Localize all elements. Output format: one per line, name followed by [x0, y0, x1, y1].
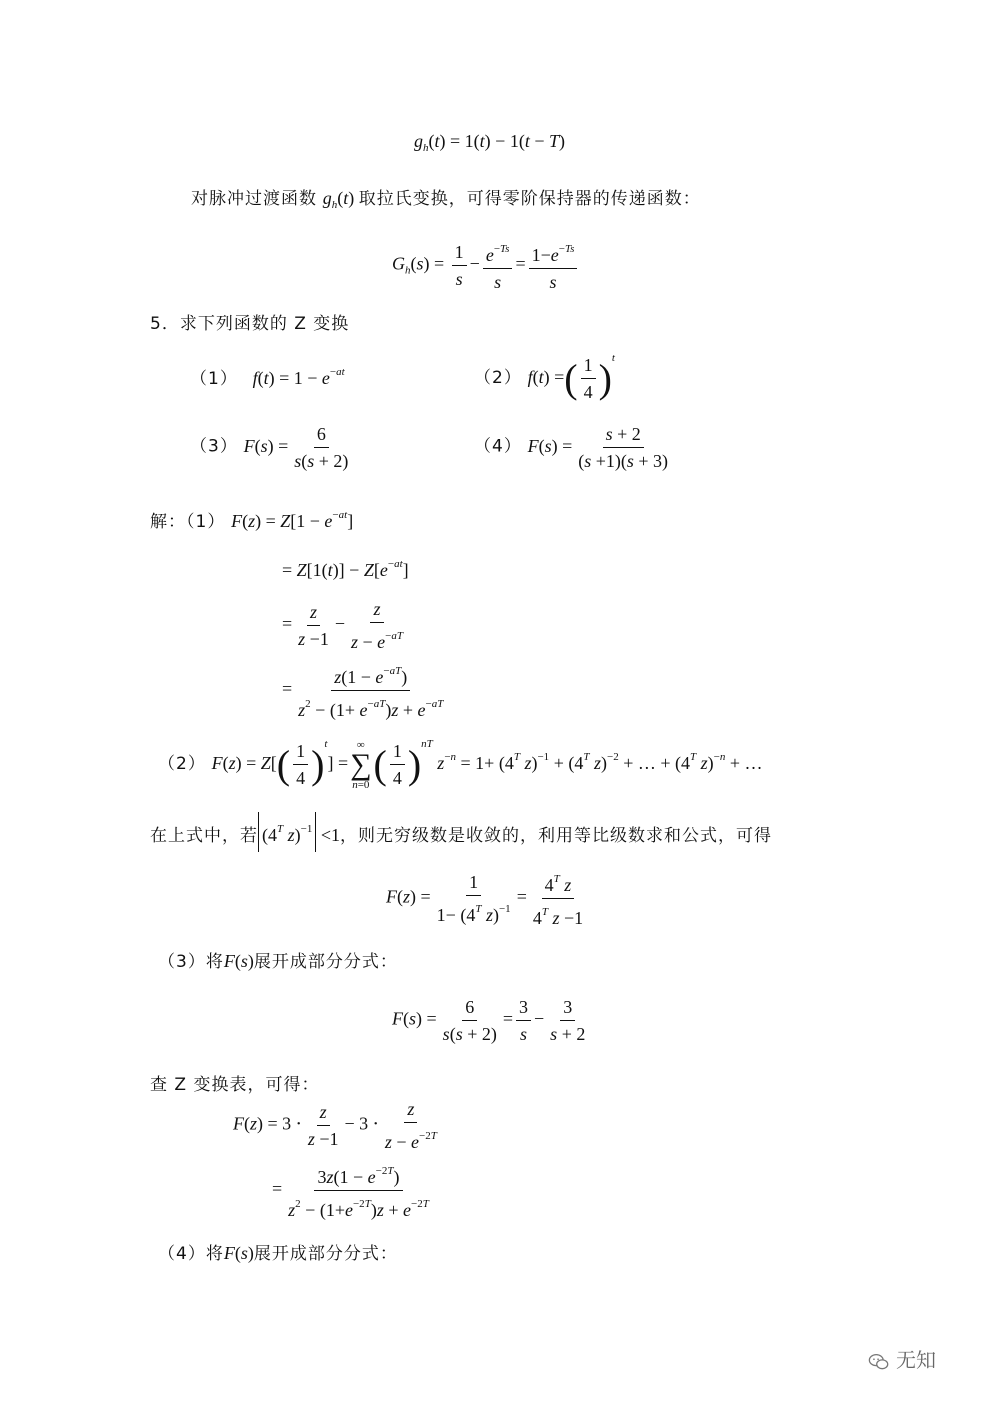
sol2-label: （2）: [158, 754, 206, 774]
intro-tail: 取拉氏变换，可得零阶保持器的传递函数：: [358, 189, 701, 209]
label-2: （2）: [474, 368, 522, 388]
step4-label: （4）将: [158, 1244, 224, 1264]
step3-tail: 展开成部分分式：: [253, 952, 398, 972]
label-3: （3）: [190, 436, 238, 457]
eq-Gh: $G_h(s)$ = $\frac{1}{s}$ − $\frac{e^{-Ts}}{s}$ = $\frac{1-e^{-Ts}}{s}$: [392, 238, 580, 293]
conv-post: ，则无穷级数是收敛的，利用等比级数求和公式，可得: [340, 826, 773, 846]
q5-item-1: （1） $f(t) = 1 - e^{-at}$: [190, 366, 345, 389]
eq-gh: $g_h(t) = 1(t) - 1(t - T)$: [414, 131, 565, 154]
sol1-line3: = $\frac{z}{z -1}$ − $\frac{z}{z - e^{-aT}}$: [282, 599, 403, 652]
label-4: （4）: [474, 436, 522, 457]
table-lookup-text: 查 Z 变换表，可得：: [150, 1075, 320, 1095]
convergence-line: 在上式中，若 ($4^T$ z)$^{-1}$ <1，则无穷级数是收敛的，利用等比级数求和公式，可得: [150, 812, 772, 852]
sol1-line4: = $\frac{z(1 - e^{-aT})}{z^2 - (1+ e^{-aT})z + e^{-aT}}$: [282, 660, 449, 721]
intro-paragraph: [191, 184, 701, 211]
label-1: （1）: [190, 369, 238, 389]
step3-z-line2: = $\frac{3z(1 - e^{-2T})}{z^2 - (1+e^{-2T})z + e^{-2T}}$: [272, 1160, 435, 1221]
sol1-line1: 解：（1） $F(z) = Z[1 - e^{-at}]$: [150, 509, 354, 532]
step3-line: （3）将F(s)展开成部分分式：: [158, 951, 398, 972]
conv-pre: 在上式中，若: [150, 826, 258, 846]
sol2-line: （2） F(z) = Z[( $\frac{1}{4}$ )$^t$] = ∞ ∑ n=0 ( $\frac{1}{4}$ )$^{nT}$ $z^{-n} = 1+ (4^T$ $z)^{-1} + (4^T$ z)$^{-2}$ + … + ($4^T$ z)$^{-n}$ + …: [158, 738, 763, 791]
q5-item-4: （4） F(s) = $\frac{s + 2}{(s +1)(s + 3)}$: [474, 424, 669, 471]
step3-z-line1: F(z) = 3 ⋅ $\frac{z}{z -1}$ − 3 ⋅ $\frac{z}{z - e^{-2T}}$: [233, 1099, 437, 1152]
sol1-line2: = $Z[1(t)] - Z[e^{-at}]$: [282, 558, 409, 580]
watermark-text: 无知: [896, 1348, 936, 1372]
step4-line: （4）将F(s)展开成部分分式：: [158, 1243, 398, 1264]
sol2-result: F(z) = $\frac{1}{1- (4^T z)^{-1}}$ = $\frac{4^T z}{4^T z -1}$: [386, 868, 589, 929]
sol-label: 解：（1）: [150, 512, 226, 532]
watermark: [868, 1344, 936, 1373]
step3-label: （3）将: [158, 952, 224, 972]
q5-item-2: （2） f(t) =( $\frac{1}{4}$ )$^t$: [474, 352, 615, 403]
inline-gh: $g_h(t)$: [322, 188, 359, 211]
q5-item-3: （3） F(s) = $\frac{6}{s(s + 2)}$: [190, 424, 349, 471]
step3-partial-fraction: F(s) = $\frac{6}{s(s + 2)}$ = $\frac{3}{s}$ − $\frac{3}{s + 2}$: [392, 997, 586, 1044]
step4-tail: 展开成部分分式：: [253, 1244, 398, 1264]
intro-text: 对脉冲过渡函数: [191, 189, 317, 209]
wechat-chat-icon: [868, 1351, 890, 1373]
q5-title: 5．求下列函数的 Z 变换: [150, 314, 350, 334]
